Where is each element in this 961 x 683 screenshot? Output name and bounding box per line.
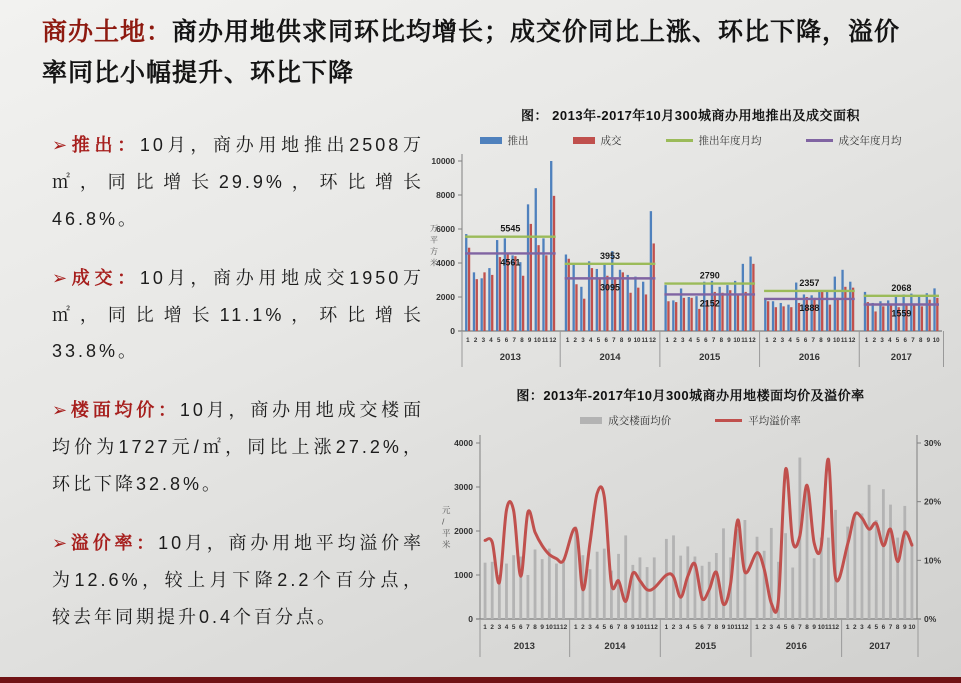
svg-text:1: 1 <box>765 337 769 344</box>
svg-text:9: 9 <box>527 337 532 344</box>
svg-text:3: 3 <box>769 624 774 631</box>
svg-text:1: 1 <box>664 624 669 631</box>
price-y-axis-label: 元/平米 <box>442 505 451 550</box>
svg-text:2: 2 <box>872 337 877 344</box>
svg-text:2: 2 <box>490 624 494 631</box>
svg-text:12: 12 <box>549 337 557 344</box>
svg-text:12: 12 <box>741 624 749 631</box>
avg-lines-2013 <box>465 224 556 268</box>
svg-text:1000: 1000 <box>454 570 473 580</box>
svg-text:4: 4 <box>489 337 493 344</box>
svg-text:1559: 1559 <box>891 308 912 319</box>
bullet-list <box>0 93 424 658</box>
svg-text:1: 1 <box>864 337 869 344</box>
svg-text:2017: 2017 <box>890 352 912 363</box>
svg-text:6: 6 <box>704 337 708 344</box>
avg-lines-2016 <box>764 278 855 313</box>
svg-text:9: 9 <box>727 337 731 344</box>
svg-text:7: 7 <box>888 624 893 631</box>
svg-text:10: 10 <box>633 337 641 344</box>
tuichu-avg-line-swatch-icon <box>666 139 693 142</box>
bullet-label: ➢溢价率： <box>52 533 159 554</box>
svg-text:3: 3 <box>860 624 864 631</box>
svg-text:7: 7 <box>811 337 816 344</box>
slide-title <box>0 0 961 93</box>
supply-plot <box>430 154 944 367</box>
supply-chart-legend <box>420 133 961 147</box>
svg-text:6: 6 <box>881 624 886 631</box>
svg-text:7: 7 <box>526 624 530 631</box>
price-chart-title: 图：2013年-2017年10月300城商办用地楼面均价及溢价率 <box>516 388 865 403</box>
svg-text:2068: 2068 <box>891 282 912 293</box>
svg-text:9: 9 <box>721 624 726 631</box>
svg-text:2016: 2016 <box>798 352 820 363</box>
svg-text:9: 9 <box>926 337 931 344</box>
bullet-label: ➢推出： <box>52 135 140 155</box>
svg-text:2: 2 <box>573 337 578 344</box>
svg-text:30%: 30% <box>924 438 942 448</box>
legend-label: 推出年度月均 <box>698 134 762 147</box>
svg-text:12: 12 <box>649 337 656 344</box>
svg-text:10: 10 <box>636 624 644 631</box>
svg-text:8: 8 <box>895 624 900 631</box>
svg-text:10: 10 <box>908 624 916 631</box>
svg-text:9: 9 <box>631 624 635 631</box>
legend-label: 推出 <box>507 134 529 147</box>
svg-text:8: 8 <box>623 624 628 631</box>
svg-text:7: 7 <box>512 337 516 344</box>
svg-text:9: 9 <box>812 624 816 631</box>
legend-item-premium <box>715 413 801 428</box>
svg-text:12: 12 <box>560 624 568 631</box>
svg-text:3: 3 <box>588 624 592 631</box>
bullet-text: 10月，商办用地成交1950万㎡，同比增长11.1%，环比增长33.8%。 <box>52 267 424 362</box>
legend-item-price <box>580 413 671 428</box>
legend-label: 成交楼面均价 <box>608 414 672 427</box>
bullet-label: ➢楼面均价： <box>52 400 180 421</box>
svg-text:7: 7 <box>616 624 621 631</box>
bullet-text: 10月，商办用地推出2508万㎡，同比增长29.9%，环比增长46.8%。 <box>52 135 424 229</box>
svg-text:2015: 2015 <box>695 641 717 652</box>
svg-text:11: 11 <box>840 337 848 344</box>
svg-text:5: 5 <box>511 624 516 631</box>
bullet-text: 10月，商办用地成交楼面均价为1727元/㎡，同比上涨27.2%，环比下降32.8%。 <box>52 400 424 495</box>
svg-text:4: 4 <box>888 337 892 344</box>
svg-text:6: 6 <box>790 624 795 631</box>
svg-text:4000: 4000 <box>454 438 473 448</box>
svg-text:2: 2 <box>581 624 585 631</box>
price-bars-2017 <box>846 485 916 631</box>
svg-text:5: 5 <box>783 624 788 631</box>
chengjiao-swatch-icon <box>573 137 595 144</box>
legend-label: 成交 <box>600 134 622 147</box>
svg-text:11: 11 <box>741 337 748 344</box>
svg-text:0%: 0% <box>924 614 937 624</box>
svg-text:8: 8 <box>805 624 809 631</box>
svg-text:6: 6 <box>903 337 907 344</box>
chengjiao-avg-line-swatch-icon <box>806 139 833 142</box>
legend-item-chengjiao-avg <box>806 133 902 148</box>
svg-text:4: 4 <box>867 624 871 631</box>
svg-text:1: 1 <box>466 337 470 344</box>
svg-text:12: 12 <box>831 624 840 631</box>
svg-text:4561: 4561 <box>500 257 521 268</box>
svg-text:6: 6 <box>604 337 608 344</box>
svg-text:4: 4 <box>504 624 509 631</box>
svg-text:9: 9 <box>627 337 632 344</box>
svg-text:1: 1 <box>845 624 850 631</box>
svg-text:6: 6 <box>504 337 509 344</box>
svg-text:11: 11 <box>825 624 832 631</box>
price-swatch-icon <box>580 417 602 424</box>
svg-text:3: 3 <box>678 624 683 631</box>
svg-text:11: 11 <box>553 624 560 631</box>
footer-accent-bar <box>0 677 961 683</box>
bullet-item-chengjiao <box>52 260 424 371</box>
charts-column <box>420 93 961 667</box>
svg-text:2013: 2013 <box>499 352 521 363</box>
svg-text:8: 8 <box>619 337 624 344</box>
svg-text:5: 5 <box>693 624 697 631</box>
svg-text:3: 3 <box>780 337 785 344</box>
svg-text:11: 11 <box>541 337 549 344</box>
price-chart-legend <box>420 413 961 427</box>
svg-text:3: 3 <box>497 624 502 631</box>
bullet-text: 10月，商办用地平均溢价率为12.6%，较上月下降2.2个百分点，较去年同期提升0.4个百分点。 <box>52 533 424 627</box>
price-chart-canvas <box>420 427 951 667</box>
svg-text:2: 2 <box>671 624 676 631</box>
svg-text:10%: 10% <box>924 555 942 566</box>
svg-text:11: 11 <box>734 624 742 631</box>
svg-text:3: 3 <box>481 337 486 344</box>
svg-text:1: 1 <box>755 624 759 631</box>
svg-text:2017: 2017 <box>869 641 891 652</box>
svg-text:7: 7 <box>711 337 716 344</box>
svg-text:3: 3 <box>680 337 685 344</box>
price-plot <box>442 435 941 657</box>
svg-text:1: 1 <box>483 624 487 631</box>
supply-y-axis-label: 万平方米 <box>430 224 438 268</box>
svg-text:8: 8 <box>719 337 724 344</box>
svg-text:2152: 2152 <box>699 298 720 309</box>
svg-text:2790: 2790 <box>699 270 720 281</box>
svg-text:2000: 2000 <box>454 526 473 536</box>
svg-text:8: 8 <box>819 337 823 344</box>
svg-text:6: 6 <box>803 337 808 344</box>
svg-text:11: 11 <box>643 624 651 631</box>
svg-text:5: 5 <box>874 624 879 631</box>
svg-text:9: 9 <box>903 624 907 631</box>
svg-text:7: 7 <box>612 337 616 344</box>
svg-text:8000: 8000 <box>436 190 455 200</box>
svg-text:6: 6 <box>518 624 523 631</box>
slide-title-lead: 商办土地： <box>42 18 173 46</box>
svg-text:20%: 20% <box>924 496 942 507</box>
svg-text:2: 2 <box>853 624 857 631</box>
svg-text:5: 5 <box>796 337 800 344</box>
svg-text:6000: 6000 <box>436 224 455 234</box>
svg-text:10: 10 <box>932 337 940 344</box>
svg-text:8: 8 <box>714 624 719 631</box>
svg-text:4: 4 <box>776 624 781 631</box>
svg-text:5: 5 <box>696 337 700 344</box>
svg-text:5: 5 <box>895 337 900 344</box>
svg-text:3095: 3095 <box>600 282 621 293</box>
svg-text:6: 6 <box>700 624 704 631</box>
legend-item-tuichu-avg <box>666 133 762 148</box>
svg-text:5: 5 <box>497 337 501 344</box>
svg-text:12: 12 <box>748 337 756 344</box>
svg-text:0: 0 <box>450 326 455 336</box>
svg-text:10: 10 <box>727 624 735 631</box>
svg-text:2015: 2015 <box>699 352 721 363</box>
svg-text:11: 11 <box>641 337 649 344</box>
svg-text:9: 9 <box>540 624 544 631</box>
svg-text:7: 7 <box>798 624 802 631</box>
svg-text:3: 3 <box>880 337 884 344</box>
svg-text:1888: 1888 <box>799 302 820 313</box>
legend-item-chengjiao <box>573 133 622 148</box>
svg-text:4000: 4000 <box>436 258 455 268</box>
svg-text:2: 2 <box>762 624 766 631</box>
svg-text:3000: 3000 <box>454 482 473 492</box>
supply-chart-block <box>420 105 961 379</box>
svg-text:4: 4 <box>688 337 693 344</box>
svg-text:2: 2 <box>473 337 478 344</box>
svg-text:2357: 2357 <box>799 277 820 288</box>
avg-lines-2014 <box>565 251 656 293</box>
svg-text:2000: 2000 <box>436 292 455 302</box>
svg-text:2014: 2014 <box>604 641 626 652</box>
svg-text:8: 8 <box>520 337 524 344</box>
svg-text:3953: 3953 <box>600 250 621 261</box>
bullet-item-loumianjunjia <box>52 392 424 503</box>
svg-text:5: 5 <box>602 624 607 631</box>
svg-text:2013: 2013 <box>513 641 535 652</box>
legend-label: 成交年度月均 <box>838 134 902 147</box>
main-content <box>0 93 961 667</box>
svg-text:10: 10 <box>545 624 553 631</box>
premium-line-swatch-icon <box>715 419 742 422</box>
supply-chart-title: 图： 2013年-2017年10月300城商办用地推出及成交面积 <box>521 108 860 123</box>
svg-text:9: 9 <box>826 337 831 344</box>
svg-text:4: 4 <box>595 624 599 631</box>
svg-text:10: 10 <box>833 337 840 344</box>
svg-text:5545: 5545 <box>500 223 521 234</box>
svg-text:7: 7 <box>707 624 711 631</box>
svg-text:12: 12 <box>650 624 658 631</box>
svg-text:0: 0 <box>468 614 473 624</box>
svg-text:4: 4 <box>686 624 690 631</box>
svg-text:1: 1 <box>565 337 570 344</box>
slide-title-rest: 商办用地供求同环比均增长；成交价同比上涨、环比下降，溢价率同比小幅提升、环比下降 <box>42 18 901 87</box>
svg-text:8: 8 <box>918 337 923 344</box>
bullet-item-tuichu <box>52 127 424 238</box>
svg-text:1: 1 <box>573 624 578 631</box>
svg-text:3: 3 <box>581 337 585 344</box>
svg-text:2016: 2016 <box>785 641 807 652</box>
price-chart-block <box>420 385 961 667</box>
svg-text:10: 10 <box>733 337 741 344</box>
svg-text:10000: 10000 <box>431 156 455 166</box>
tuichu-swatch-icon <box>480 137 502 144</box>
svg-text:2: 2 <box>772 337 777 344</box>
svg-text:2: 2 <box>673 337 677 344</box>
svg-text:10: 10 <box>533 337 541 344</box>
bullet-label: ➢成交： <box>52 267 140 288</box>
supply-chart-canvas <box>420 147 951 379</box>
svg-text:4: 4 <box>788 337 792 344</box>
legend-item-tuichu <box>480 133 529 148</box>
svg-text:1: 1 <box>665 337 669 344</box>
svg-text:7: 7 <box>911 337 915 344</box>
svg-text:5: 5 <box>596 337 601 344</box>
svg-text:2014: 2014 <box>599 352 621 363</box>
svg-text:12: 12 <box>848 337 856 344</box>
legend-label: 平均溢价率 <box>748 414 801 427</box>
bullet-item-yijialv <box>52 525 424 636</box>
avg-lines-2015 <box>664 271 755 309</box>
svg-text:10: 10 <box>817 624 825 631</box>
svg-text:6: 6 <box>609 624 614 631</box>
svg-text:8: 8 <box>533 624 537 631</box>
svg-text:4: 4 <box>588 337 593 344</box>
